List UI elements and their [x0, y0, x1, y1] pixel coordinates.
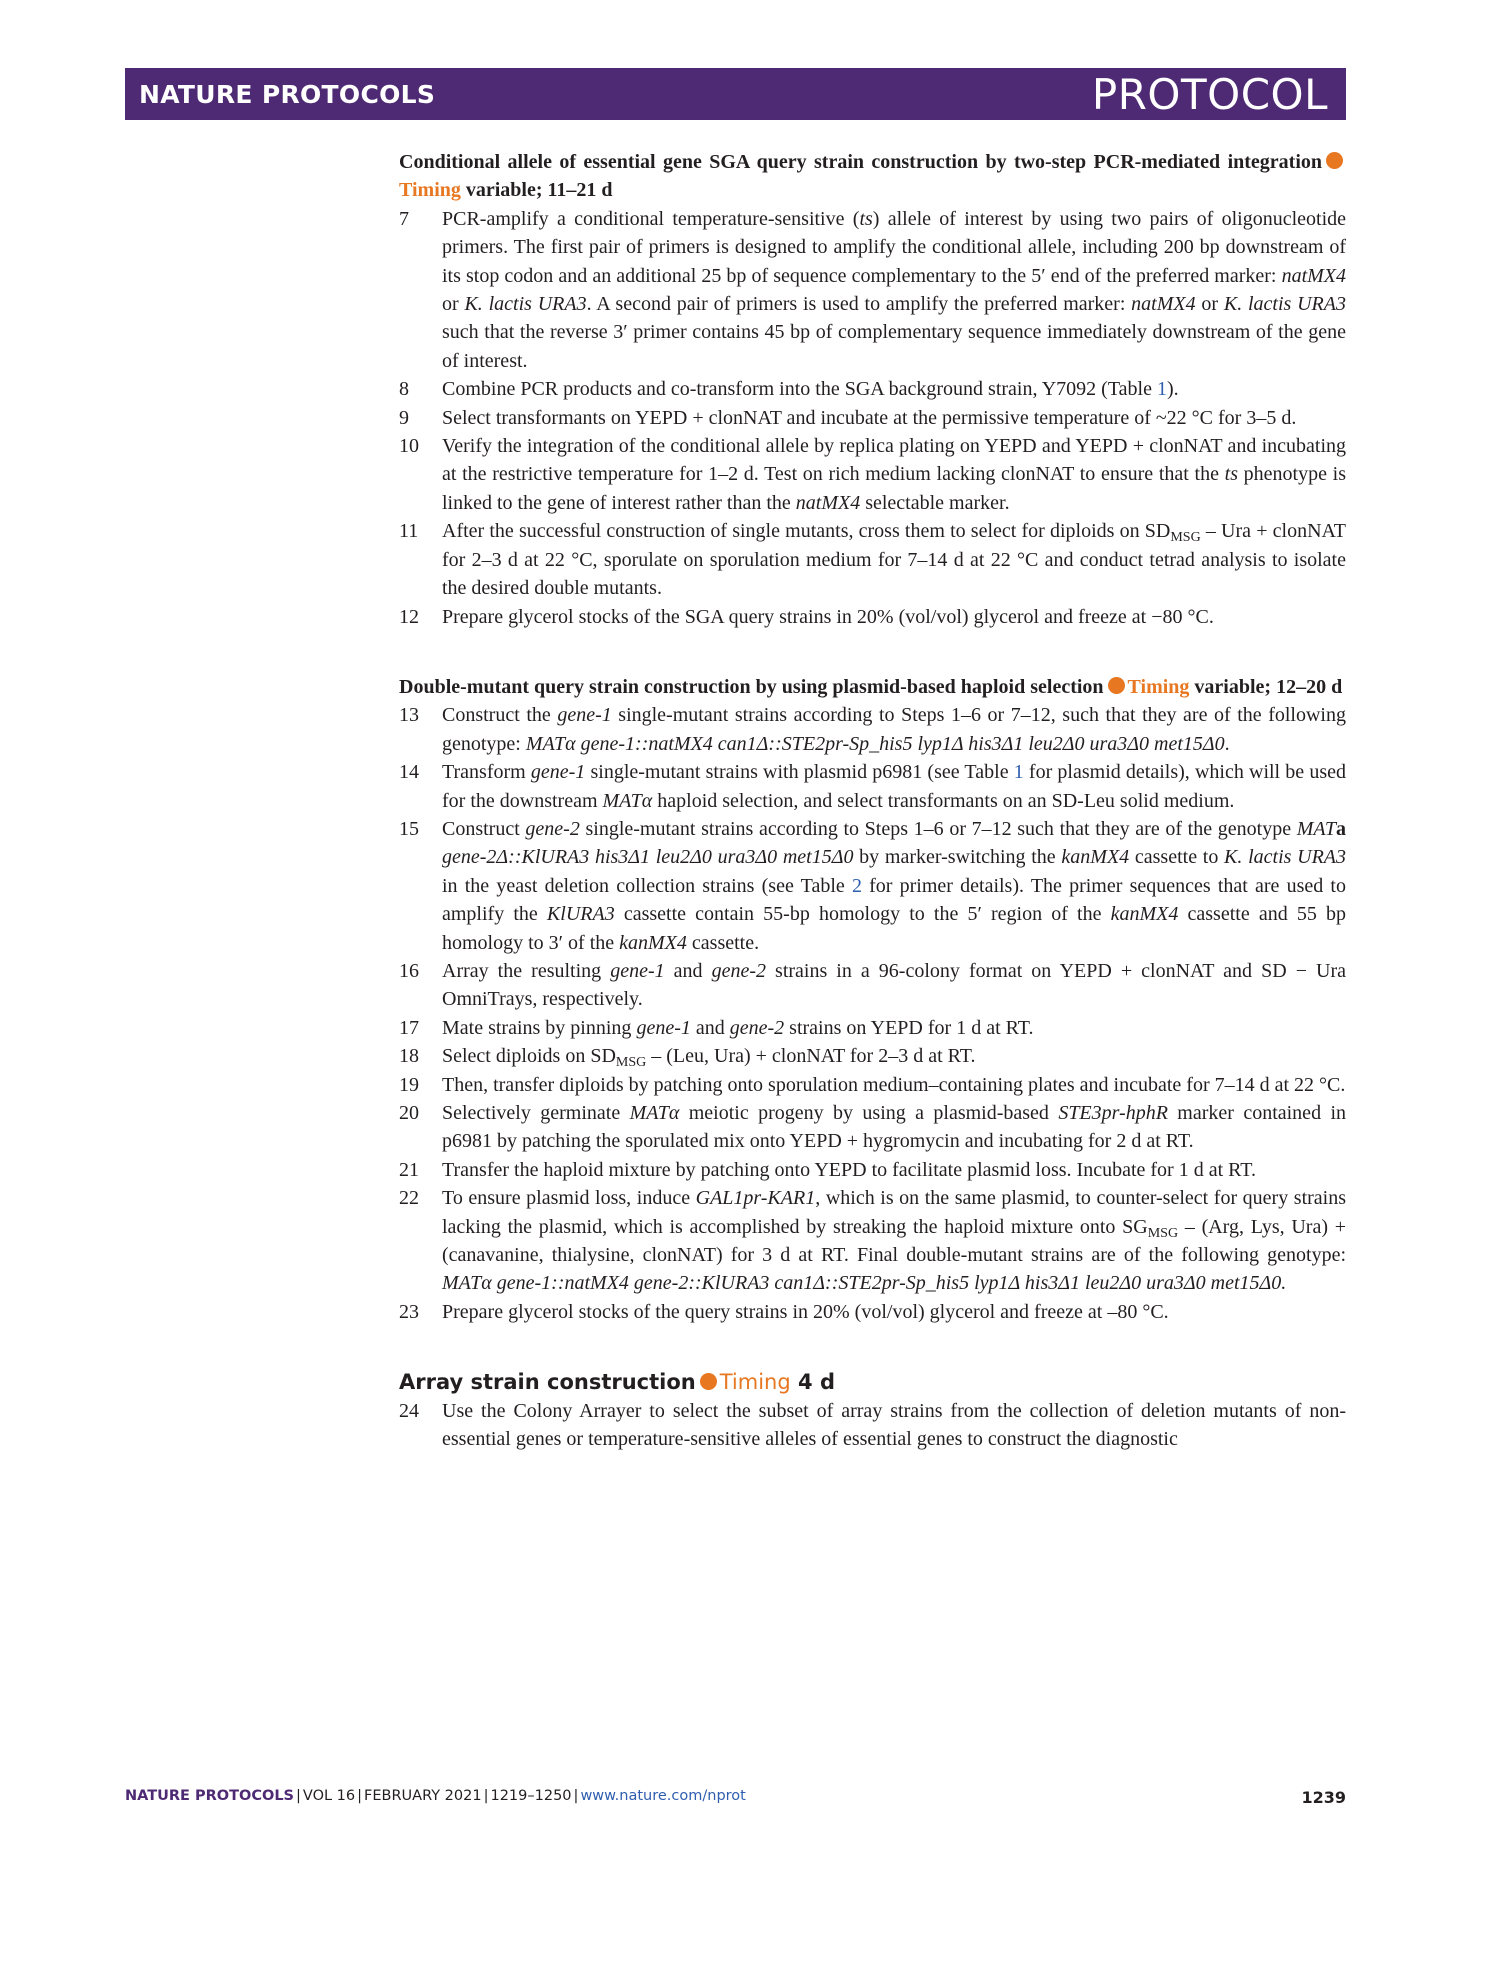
footer-date: FEBRUARY 2021: [364, 1788, 482, 1804]
timing-label: Timing: [719, 1370, 791, 1395]
timing-label: Timing: [1127, 675, 1190, 698]
step-list-3: [399, 1397, 1346, 1454]
step-list-2: [399, 701, 1346, 1326]
page-number: 1239: [1301, 1788, 1346, 1807]
step-9: 9 Select transformants on YEPD + clonNAT and incubate at the permissive temperature of ~22 °C for 3–5 d.: [399, 406, 1297, 429]
step-13: 13 Construct the gene-1 single-mutant strains according to Steps 1–6 or 7–12, such that they are of the following genotype: MATα gene-1::natMX4 can1Δ::STE2pr-Sp_his5 lyp1Δ his3Δ1 leu2Δ0 ura3Δ0 met15Δ0.: [399, 704, 1346, 755]
table-1-link[interactable]: 1: [1156, 378, 1167, 401]
page-footer: NATURE PROTOCOLS | VOL 16 | FEBRUARY 2021 | 1219–1250 | www.nature.com/nprot 1239: [125, 1788, 1346, 1807]
footer-volume: VOL 16: [302, 1788, 356, 1804]
section-heading-array-strain: Array strain construction Timing 4 d: [399, 1370, 835, 1395]
step-8: 8 Combine PCR products and co-transform into the SGA background strain, Y7092 (Table 1).: [399, 378, 1179, 401]
step-21: 21 Transfer the haploid mixture by patching onto YEPD to facilitate plasmid loss. Incubate for 1 d at RT.: [399, 1158, 1257, 1181]
timing-value: variable; 12–20 d: [1194, 675, 1343, 698]
timing-dot-icon: [700, 1373, 717, 1390]
table-2-link[interactable]: 2: [851, 874, 862, 897]
article-body: [399, 148, 1346, 1453]
step-12: 12 Prepare glycerol stocks of the SGA query strains in 20% (vol/vol) glycerol and freeze at −80 °C.: [399, 605, 1214, 628]
step-19: 19 Then, transfer diploids by patching onto sporulation medium–containing plates and incubate for 7–14 d at 22 °C.: [399, 1073, 1346, 1096]
timing-value: 4 d: [798, 1370, 835, 1395]
journal-header-bar: [125, 68, 1346, 120]
timing-dot-icon: [1326, 152, 1343, 169]
step-24: 24 Use the Colony Arrayer to select the subset of array strains from the collection of deletion mutants of non-essential genes or temperature-sensitive alleles of essential genes to construct the diagnostic: [399, 1399, 1346, 1451]
footer-url-link[interactable]: www.nature.com/nprot: [580, 1788, 746, 1804]
section-heading-conditional-allele: Conditional allele of essential gene SGA query strain construction by two-step PCR-mediated integrationTiming variable; 11–21 d: [399, 148, 1346, 205]
step-16: 16 Array the resulting gene-1 and gene-2 strains in a 96-colony format on YEPD + clonNAT and SD − Ura OmniTrays, respectively.: [399, 959, 1346, 1011]
step-15: 15 Construct gene-2 single-mutant strains according to Steps 1–6 or 7–12 such that they are of the genotype MATa gene-2Δ::KlURA3 his3Δ1 leu2Δ0 ura3Δ0 met15Δ0 by marker-switching the kanMX4 cassette to K. lactis URA3 in the yeast deletion collection strains (see Table 2 for primer details). The primer sequences that are used to amplify the KlURA3 cassette contain 55-bp homology to the 5′ region of the kanMX4 cassette and 55 bp homology to 3′ of the kanMX4 cassette.: [399, 817, 1347, 954]
step-11: 11 After the successful construction of single mutants, cross them to select for diploids on $SD_{MSG}$ – Ura + clonNAT for 2–3 d at 22 °C, sporulate on sporulation medium for 7–14 d at 22 °C and conduct tetrad analysis to isolate the desired double mutants.: [399, 520, 1346, 600]
step-20: 20 Selectively germinate MATα meiotic progeny by using a plasmid-based STE3pr-hphR marker contained in p6981 by patching the sporulated mix onto YEPD + hygromycin and incubating for 2 d at RT.: [399, 1102, 1347, 1153]
timing-value: variable; 11–21 d: [465, 179, 613, 202]
table-1-link[interactable]: 1: [1013, 761, 1024, 784]
footer-pages: 1219–1250: [490, 1788, 572, 1804]
step-17: 17 Mate strains by pinning gene-1 and gene-2 strains on YEPD for 1 d at RT.: [399, 1016, 1034, 1039]
article-type: PROTOCOL: [1091, 70, 1328, 119]
section-heading-double-mutant: Double-mutant query strain construction by using plasmid-based haploid selection Timing variable; 12–20 d: [399, 675, 1343, 698]
timing-dot-icon: [1108, 677, 1125, 694]
footer-journal: NATURE PROTOCOLS: [125, 1788, 295, 1804]
journal-name: NATURE PROTOCOLS: [139, 80, 436, 109]
step-10: 10 Verify the integration of the conditional allele by replica plating on YEPD and YEPD + clonNAT and incubating at the restrictive temperature for 1–2 d. Test on rich medium lacking clonNAT to ensure that the ts phenotype is linked to the gene of interest rather than the natMX4 selectable marker.: [399, 435, 1347, 514]
step-22: 22 To ensure plasmid loss, induce GAL1pr-KAR1, which is on the same plasmid, to counter-select for query strains lacking the plasmid, which is accomplished by streaking the haploid mixture onto $SG_{MSG} - (Arg$, Lys, Ura) + (canavanine, thialysine, clonNAT) for 3 d at RT. Final double-mutant strains are of the following genotype: MATα gene-1::natMX4 gene-2::KlURA3 can1Δ::STE2pr-Sp_his5 lyp1Δ his3Δ1 leu2Δ0 ura3Δ0 met15Δ0.: [399, 1187, 1347, 1295]
step-18: 18 Select diploids on $SD_{MSG} - (Leu$, Ura) + clonNAT for 2–3 d at RT.: [399, 1045, 976, 1071]
step-7: 7 PCR-amplify a conditional temperature-sensitive (ts) allele of interest by using two pairs of oligonucleotide primers. The first pair of primers is designed to amplify the conditional allele, including 200 bp downstream of its stop codon and an additional 25 bp of sequence complementary to the 5′ end of the preferred marker: natMX4 or K. lactis URA3. A second pair of primers is used to amplify the preferred marker: natMX4 or K. lactis URA3 such that the reverse 3′ primer contains 45 bp of complementary sequence immediately downstream of the gene of interest.: [399, 207, 1347, 372]
step-23: 23 Prepare glycerol stocks of the query strains in 20% (vol/vol) glycerol and freeze at –80 °C.: [399, 1300, 1169, 1323]
step-14: 14 Transform gene-1 single-mutant strains with plasmid p6981 (see Table 1 for plasmid details), which will be used for the downstream MATα haploid selection, and select transformants on an SD-Leu solid medium.: [399, 761, 1346, 812]
timing-label: Timing: [399, 179, 461, 202]
step-list-1: [399, 205, 1346, 631]
